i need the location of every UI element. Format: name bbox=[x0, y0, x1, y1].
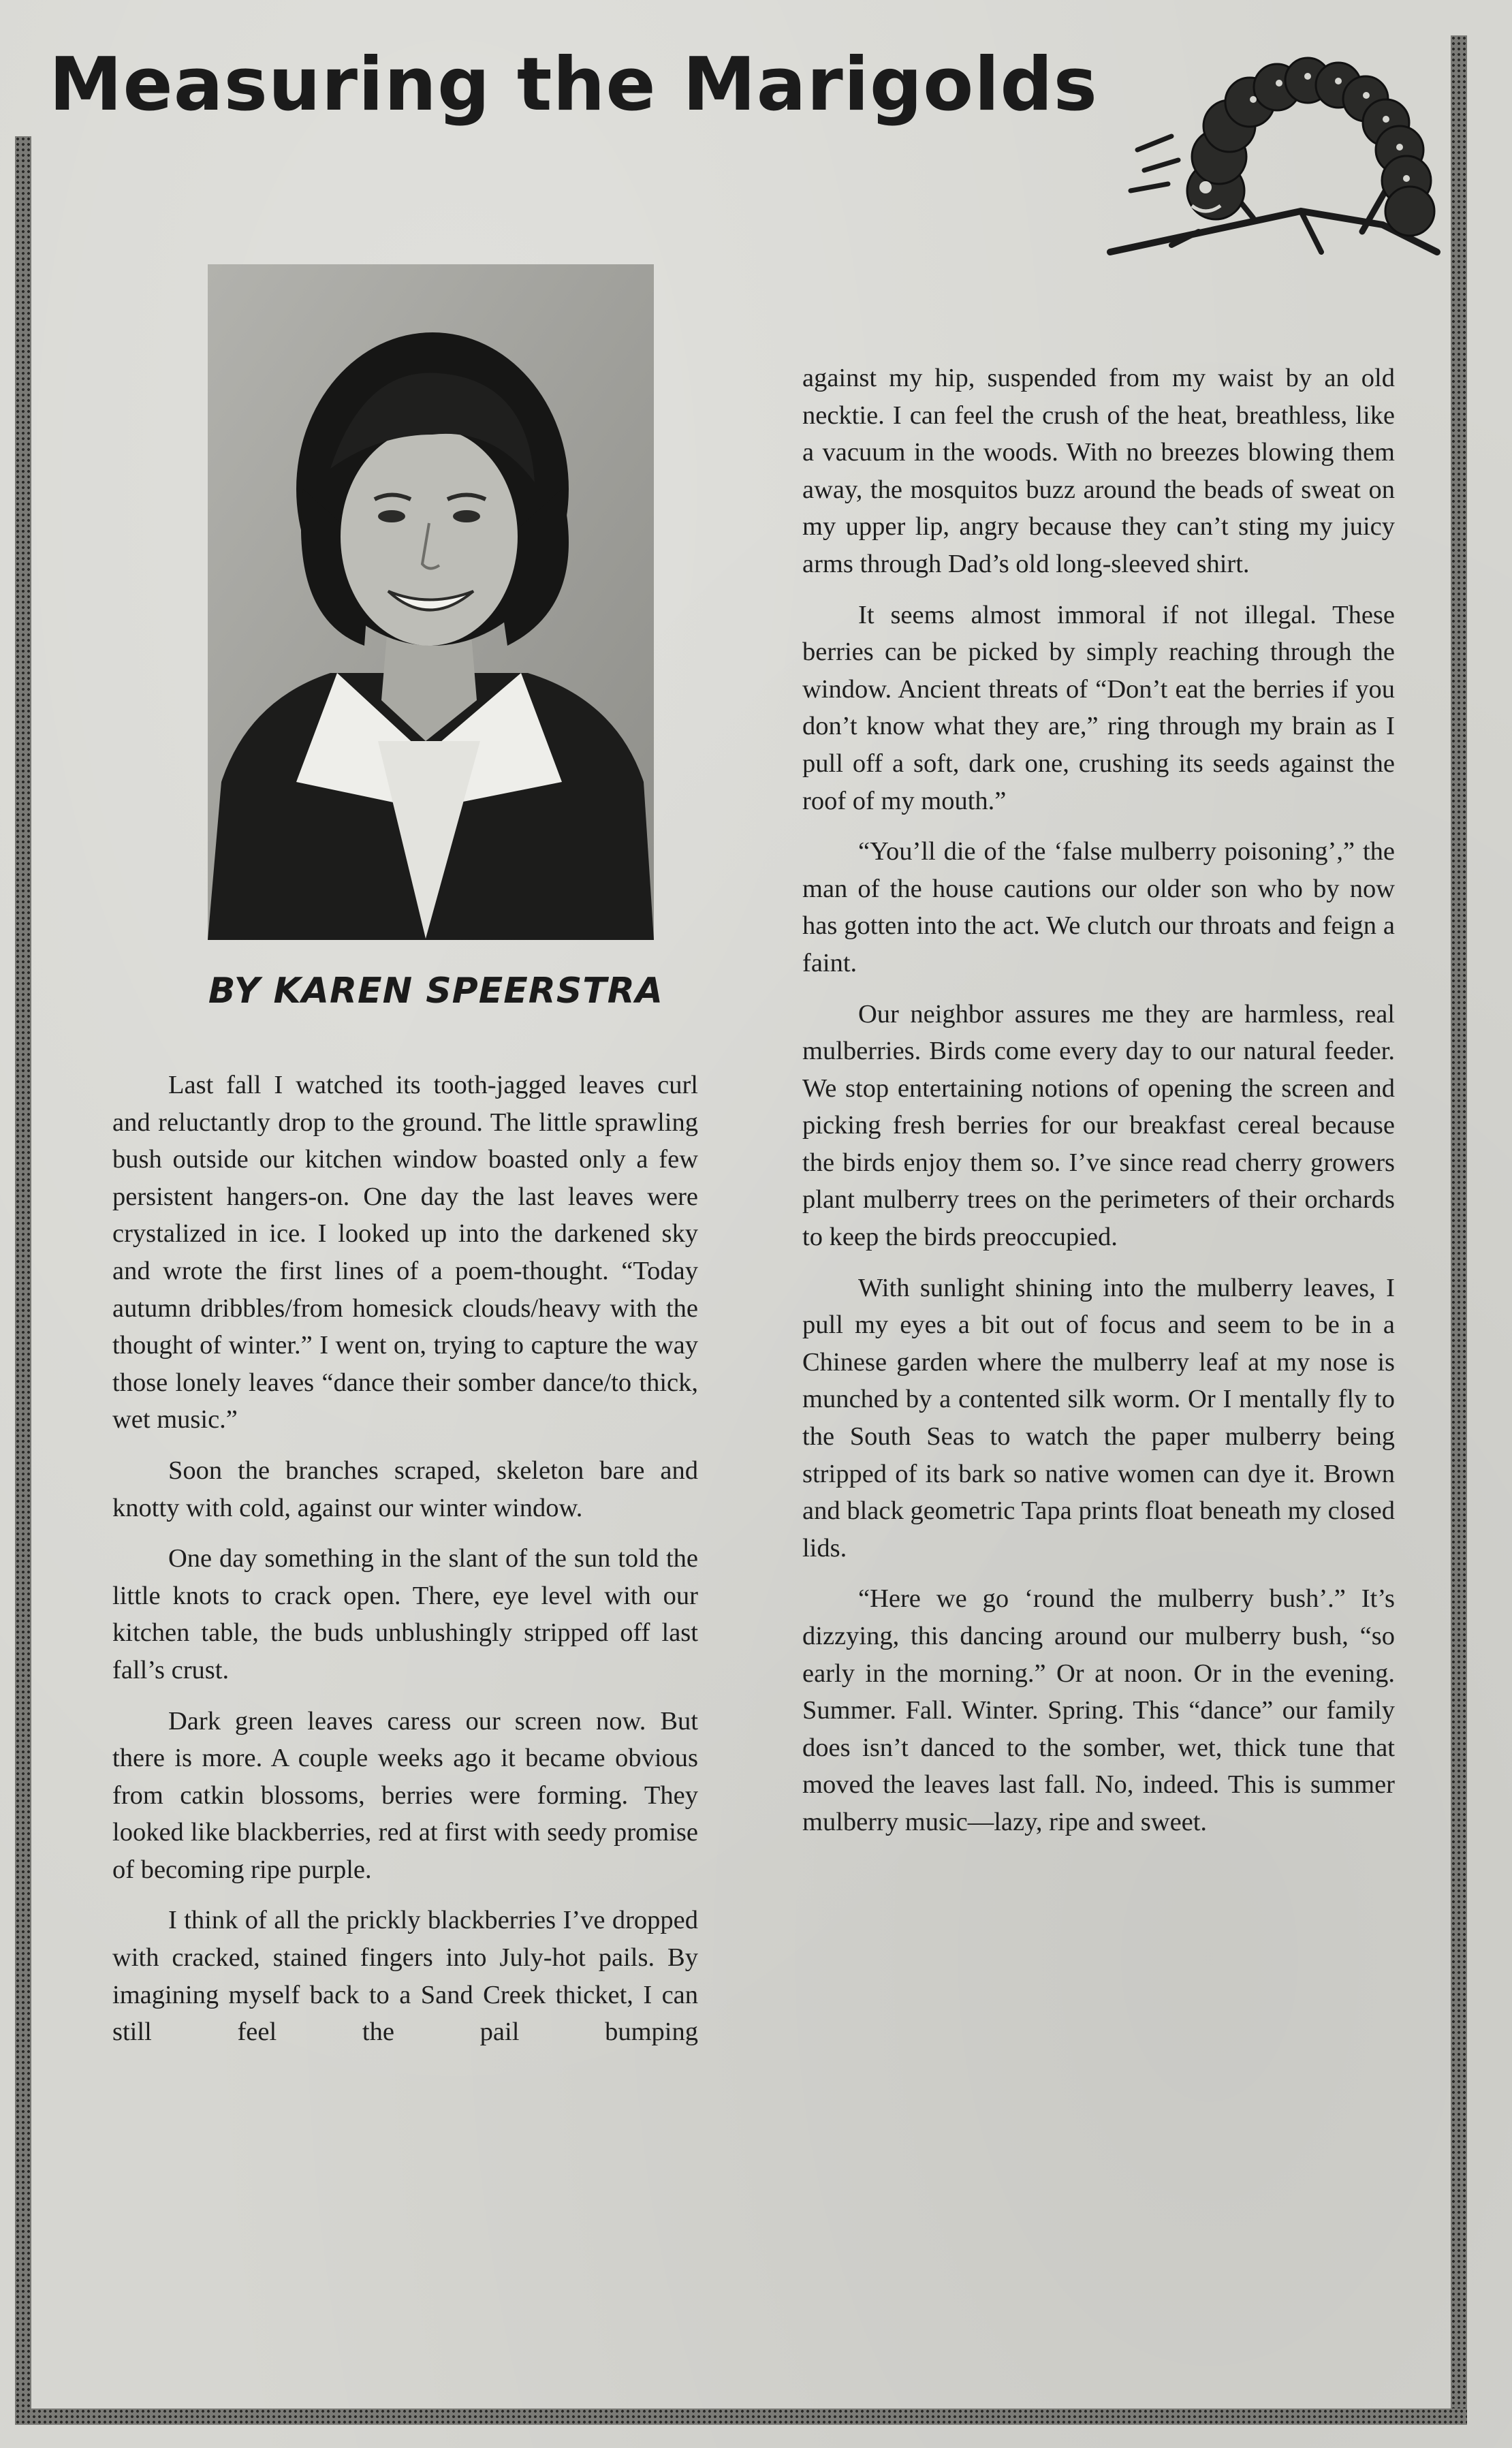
paragraph: It seems almost immoral if not illegal. These berries can be picked by simply reaching through the window. Ancient threats of “Don’t eat the berries if you don’t know what they are,” ring through my brain as I pull off a soft, dark one, crushing its seeds against the roof of my mouth.” bbox=[802, 600, 1395, 815]
paragraph: Soon the branches scraped, skeleton bare and knotty with cold, against our winter window. bbox=[112, 1456, 698, 1522]
page-border-left bbox=[15, 136, 31, 2425]
paragraph: I think of all the prickly blackberries I’ve dropped with cracked, stained fingers into July-hot pails. By imagining myself back to a Sand Creek thicket, I can still feel the pail bumping bbox=[112, 1906, 698, 2047]
paragraph: “You’ll die of the ‘false mulberry poisoning’,” the man of the house cautions our older son who by now has gotten into the act. We clutch our throats and feign a faint. bbox=[802, 837, 1395, 977]
article-column-left bbox=[112, 1067, 698, 2065]
author-portrait bbox=[208, 264, 654, 940]
headline: Measuring the Marigolds bbox=[49, 42, 1098, 127]
paragraph: Last fall I watched its tooth-jagged leaves curl and reluctantly drop to the ground. The little sprawling bush outside our kitchen window boasted only a few persistent hangers-on. One day the last leaves were crystalized in ice. I looked up into the darkened sky and wrote the first lines of a poem-thought. “Today autumn dribbles/from homesick clouds/heavy with the thought of winter.” I went on, trying to capture the way those lonely leaves “dance their somber dance/to thick, wet music.” bbox=[112, 1071, 698, 1434]
byline: BY KAREN SPEERSTRA bbox=[208, 971, 664, 1011]
page-border-right bbox=[1451, 35, 1467, 2425]
page-border-bottom bbox=[15, 2408, 1467, 2425]
paragraph: With sunlight shining into the mulberry leaves, I pull my eyes a bit out of focus and seem to be in a Chinese garden where the mulberry leaf at my nose is munched by a contented silk worm. Or I mentally fly to the South Seas to watch the paper mulberry being stripped of its bark so native women can dye it. Brown and black geometric Tapa prints float beneath my closed lids. bbox=[802, 1273, 1395, 1563]
paragraph: One day something in the slant of the sun told the little knots to crack open. There, eye level with our kitchen table, the buds unblushingly stripped off last fall’s crust. bbox=[112, 1544, 698, 1684]
article-column-right bbox=[802, 360, 1395, 1855]
caterpillar-icon bbox=[1097, 48, 1451, 272]
paragraph: “Here we go ‘round the mulberry bush’.” It’s dizzying, this dancing around our mulberry bush, “so early in the morning.” Or at noon. Or in the evening. Summer. Fall. Winter. Spring. This “dance” our family does isn’t danced to the somber, wet, thick tune that moved the leaves last fall. No, indeed. This is summer mulberry music—lazy, ripe and sweet. bbox=[802, 1584, 1395, 1836]
paragraph: Dark green leaves caress our screen now. But there is more. A couple weeks ago it became obvious from catkin blossoms, berries were forming. They looked like blackberries, red at first with seedy promise of becoming ripe purple. bbox=[112, 1706, 698, 1884]
paragraph: Our neighbor assures me they are harmless, real mulberries. Birds come every day to our natural feeder. We stop entertaining notions of opening the screen and picking fresh berries for our breakfast cereal because the birds enjoy them so. I’ve since read cherry growers plant mulberry trees on the perimeters of their orchards to keep the birds preoccupied. bbox=[802, 999, 1395, 1252]
paragraph-continued: against my hip, suspended from my waist by an old necktie. I can feel the crush of the heat, breathless, like a vacuum in the woods. With no breezes blowing them away, the mosquitos buzz around the beads of sweat on my upper lip, angry because they can’t sting my juicy arms through Dad’s old long-sleeved shirt. bbox=[802, 364, 1395, 578]
